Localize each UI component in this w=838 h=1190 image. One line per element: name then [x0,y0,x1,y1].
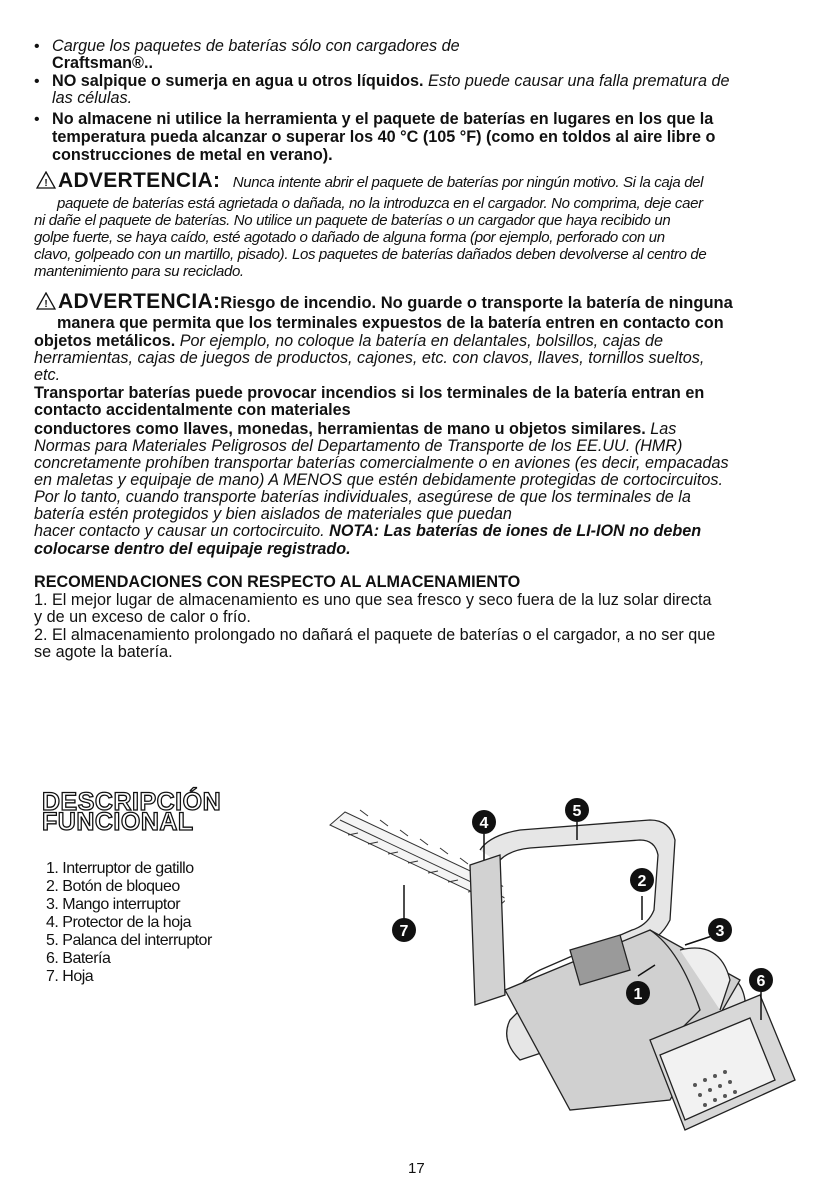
storage-item-2-line-2: se agote la batería. [34,643,173,661]
svg-text:7: 7 [399,923,409,940]
warning-2-line-7: contacto accidentalmente con materiales [34,401,351,419]
bullet-2-line-2: las células. [52,89,133,107]
storage-item-2-line-1: 2. El almacenamiento prolongado no dañará el paquete de baterías o el cargador, a no ser que [34,626,716,644]
callout-2 [630,868,654,892]
bullet-3-line-2: temperatura pueda alcanzar o superar los 40 °C (105 °F) (como en toldos al aire libre o [52,128,716,146]
warning-1-line-4: golpe fuerte, se haya caído, esté agotado o dañado de alguna forma (por ejemplo, perforado con un [34,229,665,246]
list-item: 7. Hoja [46,968,94,985]
bullet-1-line-2: Craftsman®.. [52,54,153,72]
warning-1-heading: ADVERTENCIA: [58,169,221,192]
warning-2-line-4: herramientas, cajas de juegos de productos, cajones, etc. con clavos, llaves, tornillos sueltos, [34,349,705,367]
warning-2-line-3-bold: objetos metálicos. [34,332,176,350]
warning-2-line-14-italic: hacer contacto y causar un cortocircuito. [34,522,325,540]
callout-3 [708,918,732,942]
bullet-2-line-1 [52,73,729,90]
warning-2-heading-line [36,291,733,316]
bullet: • [34,111,40,128]
list-item: 2. Botón de bloqueo [46,878,180,895]
list-item: 3. Mango interruptor [46,896,181,913]
storage-item-1-line-1: 1. El mejor lugar de almacenamiento es uno que sea fresco y seco fuera de la luz solar directa [34,591,712,609]
bullet-2-italic: Esto puede causar una falla prematura de [427,72,730,90]
hedge-trimmer-illustration [320,780,800,1160]
warning-2-line-8-bold: conductores como llaves, monedas, herramientas de mano u objetos similares. [34,420,646,438]
svg-text:5: 5 [572,803,582,820]
list-item: 6. Batería [46,950,111,967]
bullet-1-line-1: Cargue los paquetes de baterías sólo con cargadores de [52,37,460,55]
list-item: 1. Interruptor de gatillo [46,860,194,877]
storage-item-1-line-2: y de un exceso de calor o frío. [34,608,251,626]
warning-2-line-14-bold: NOTA: Las baterías de iones de LI-ION no deben [329,522,702,540]
warning-2-line-6: Transportar baterías puede provocar incendios si los terminales de la batería entran en [34,384,705,402]
bullet: • [34,73,40,90]
warning-triangle-icon [36,171,56,195]
svg-text:2: 2 [637,873,647,890]
svg-text:3: 3 [715,923,725,940]
warning-2-line-13: batería estén protegidos y bien aislados de materiales que puedan [34,505,512,523]
bullet-2-bold: NO salpique o sumerja en agua u otros líquidos. [52,72,424,90]
warning-1-heading-line [36,170,703,195]
warning-1-line-2: paquete de baterías está agrietada o dañada, no la introduzca en el cargador. No comprima, deje caer [57,195,703,212]
functional-title-line-2: FUNCIONAL [42,808,194,836]
warning-2-line-15: colocarse dentro del equipaje registrado. [34,540,351,558]
callout-4 [472,810,496,834]
storage-title: RECOMENDACIONES CON RESPECTO AL ALMACENAMIENTO [34,573,521,591]
functional-title-line-1: DESCRIPCIÓN [42,788,222,816]
warning-2-line-10: concretamente prohíben transportar baterías comercialmente o en aviones (es decir, empacadas [34,454,729,472]
warning-2-line-11: en maletas y equipaje de mano) A MENOS que estén debidamente protegidas de cortocircuitos. [34,471,723,489]
callout-7 [392,918,416,942]
bullet: • [34,38,40,55]
warning-1-line-3: ni dañe el paquete de baterías. No utilice un paquete de baterías o un cargador que haya recibido un [34,212,671,229]
warning-2-line-1: Riesgo de incendio. No guarde o transporte la batería de ninguna [220,294,733,312]
warning-2-line-3-italic: Por ejemplo, no coloque la batería en delantales, bolsillos, cajas de [179,332,663,350]
bullet-3-line-1: No almacene ni utilice la herramienta y el paquete de baterías en lugares en los que la [52,110,714,128]
list-item: 4. Protector de la hoja [46,914,192,931]
warning-1-line-6: mantenimiento para su reciclado. [34,263,244,280]
list-item: 5. Palanca del interruptor [46,932,212,949]
svg-text:1: 1 [633,986,643,1003]
bullet-3-line-3: construcciones de metal en verano). [52,146,333,164]
callout-1 [626,981,650,1005]
warning-triangle-icon [36,292,56,316]
svg-text:4: 4 [479,815,489,832]
warning-1-line-1: Nunca intente abrir el paquete de baterías por ningún motivo. Si la caja del [232,174,704,191]
warning-2-line-2: manera que permita que los terminales expuestos de la batería entren en contacto con [57,314,724,332]
warning-2-heading: ADVERTENCIA: [58,290,221,313]
warning-1-line-5: clavo, golpeado con un martillo, pisado). Los paquetes de baterías dañados deben devolverse al centro de [34,246,707,263]
svg-text:6: 6 [756,973,766,990]
page-number: 17 [408,1160,425,1177]
callout-5 [565,798,589,822]
warning-2-line-9: Normas para Materiales Peligrosos del Departamento de Transporte de los EE.UU. (HMR) [34,437,683,455]
warning-2-line-8 [34,421,676,438]
svg-text:!: ! [44,178,48,189]
callout-6 [749,968,773,992]
warning-2-line-12: Por lo tanto, cuando transporte baterías individuales, asegúrese de que los terminales de la [34,488,691,506]
warning-2-line-3 [34,333,663,350]
svg-text:!: ! [44,299,48,310]
warning-2-line-14 [34,523,701,540]
warning-2-line-8-italic: Las [650,420,677,438]
warning-2-line-5: etc. [34,366,61,384]
